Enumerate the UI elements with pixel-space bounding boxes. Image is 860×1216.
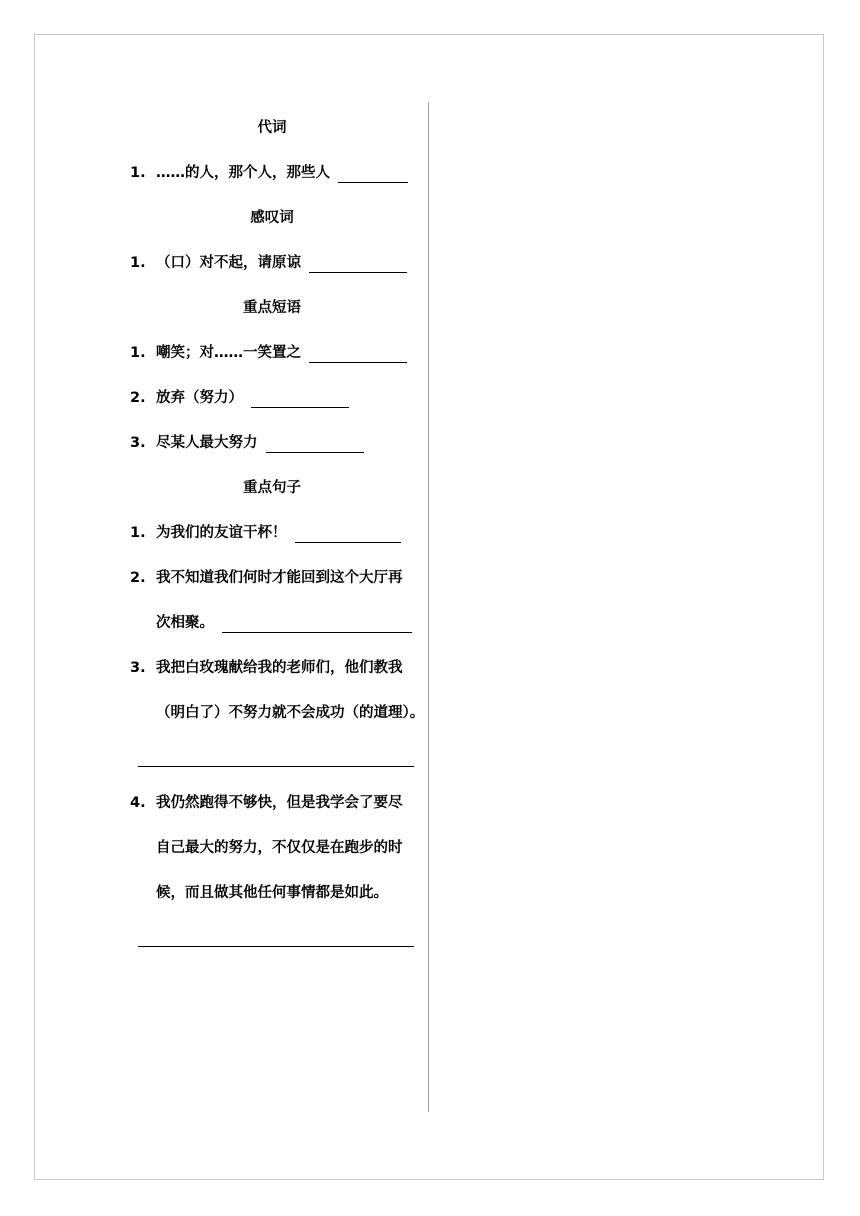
answer-blank[interactable] — [309, 255, 407, 273]
item-text: （口）对不起，请原谅 — [156, 255, 301, 271]
answer-line[interactable] — [138, 766, 414, 767]
item-text-wrapper — [156, 433, 364, 453]
item-text: ……的人，那个人，那些人 — [156, 165, 330, 181]
item-number: 2. — [130, 570, 146, 586]
item-text-line: 我仍然跑得不够快，但是我学会了要尽 — [156, 795, 403, 811]
item-number: 4. — [130, 795, 146, 811]
section-title-pronouns: 代词 — [257, 120, 287, 136]
item-text-line: （明白了）不努力就不会成功（的道理）。 — [156, 705, 425, 721]
section-title-phrases: 重点短语 — [243, 300, 301, 316]
answer-blank[interactable] — [222, 615, 412, 633]
answer-blank[interactable] — [266, 435, 364, 453]
item-number: 1. — [130, 255, 146, 271]
item-text-line: 候，而且做其他任何事情都是如此。 — [156, 885, 388, 901]
answer-blank[interactable] — [309, 345, 407, 363]
item-text-line: 次相聚。 — [156, 615, 214, 631]
item-text: 嘲笑；对……一笑置之 — [156, 345, 301, 361]
item-number: 3. — [130, 435, 146, 451]
item-text-wrapper — [156, 343, 407, 363]
section-title-interjections: 感叹词 — [250, 210, 294, 226]
item-text-wrapper — [156, 388, 349, 408]
section-title-sentences: 重点句子 — [243, 480, 301, 496]
answer-blank[interactable] — [295, 525, 401, 543]
item-text-wrapper — [156, 163, 408, 183]
item-number: 3. — [130, 660, 146, 676]
item-number: 1. — [130, 165, 146, 181]
answer-blank[interactable] — [338, 165, 408, 183]
item-number: 2. — [130, 390, 146, 406]
item-text: 放弃（努力） — [156, 390, 243, 406]
item-text-line: 我不知道我们何时才能回到这个大厅再 — [156, 570, 403, 586]
item-text-wrapper — [156, 523, 401, 543]
item-text-wrapper — [156, 253, 407, 273]
item-number: 1. — [130, 345, 146, 361]
answer-blank[interactable] — [251, 390, 349, 408]
item-text-wrapper — [156, 613, 412, 633]
item-text: 为我们的友谊干杯！ — [156, 525, 287, 541]
answer-line[interactable] — [138, 946, 414, 947]
item-text: 尽某人最大努力 — [156, 435, 258, 451]
item-text-line: 我把白玫瑰献给我的老师们，他们教我 — [156, 660, 403, 676]
item-number: 1. — [130, 525, 146, 541]
item-text-line: 自己最大的努力，不仅仅是在跑步的时 — [156, 840, 403, 856]
